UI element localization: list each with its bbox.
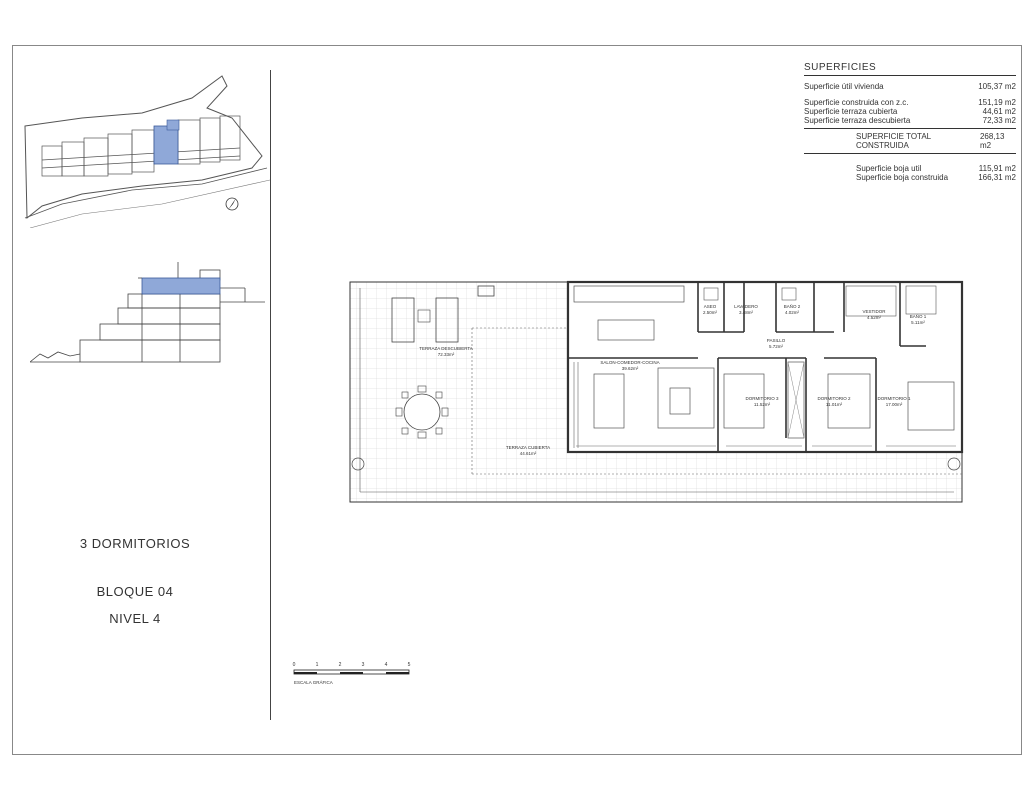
spec-row: Superficie boja util 115,91 m2 [856,164,1016,173]
level-label: NIVEL 4 [109,611,161,626]
room-area: 4.52m² [866,315,882,320]
scale-tick: 4 [384,662,388,668]
spec-row: Superficie terraza cubierta 44,61 m2 [804,107,1016,116]
room-area: 11.01m² [825,402,843,407]
room-area: 72.33m² [437,352,455,357]
room-area: 3.48m² [738,310,754,315]
room-area: 39.62m² [621,366,639,371]
surfaces-table [804,62,1016,182]
section-highlight [142,278,220,294]
scale-tick: 3 [361,662,365,668]
block-label: BLOQUE 04 [96,584,174,599]
room-area: 44.61m² [519,451,537,456]
scale-tick: 2 [338,662,342,668]
room-area: 11.52m² [753,402,771,407]
room-label: TERRAZA DESCUBIERTA [419,346,473,351]
spec-row: Superficie construida con z.c. 151,19 m2 [804,98,1016,107]
room-label: DORMITORIO 2 [817,396,851,401]
room-label: SALON-COMEDOR-COCINA [600,360,660,365]
site-plan [22,68,272,228]
spec-row: Superficie boja construida 166,31 m2 [856,173,1016,182]
room-area: 4.02m² [784,310,800,315]
room-area: 5.72m² [768,344,784,349]
scale-tick: 0 [292,662,296,668]
site-plan-highlight [154,126,178,164]
room-label: BAÑO 1 [909,314,927,319]
bedrooms-label: 3 DORMITORIOS [79,536,191,551]
room-label: PASILLO [766,338,786,343]
spec-row: Superficie útil vivienda 105,37 m2 [804,82,1016,91]
graphic-scale [288,660,418,692]
room-label: LAVADERO [734,304,758,309]
floor-plan [346,278,966,506]
spec-row: Superficie terraza descubierta 72,33 m2 [804,116,1016,125]
surfaces-heading: SUPERFICIES [804,62,1016,76]
room-label: ASEO [703,304,717,309]
scale-label: ESCALA GRÁFICA [294,680,333,685]
room-label: VESTIDOR [862,309,886,314]
spec-row-total: SUPERFICIE TOTAL CONSTRUIDA 268,13 m2 [856,132,1005,150]
scale-tick: 5 [407,662,411,668]
room-label: BAÑO 2 [783,304,801,309]
north-arrow-icon [226,198,238,210]
scale-tick: 1 [315,662,319,668]
room-area: 2.50m² [702,310,718,315]
room-area: 17.00m² [885,402,903,407]
room-label: TERRAZA CUBIERTA [505,445,551,450]
room-label: DORMITORIO 1 [877,396,911,401]
building-section [30,258,270,388]
room-area: 5.11m² [911,320,925,325]
room-label: DORMITORIO 3 [745,396,779,401]
